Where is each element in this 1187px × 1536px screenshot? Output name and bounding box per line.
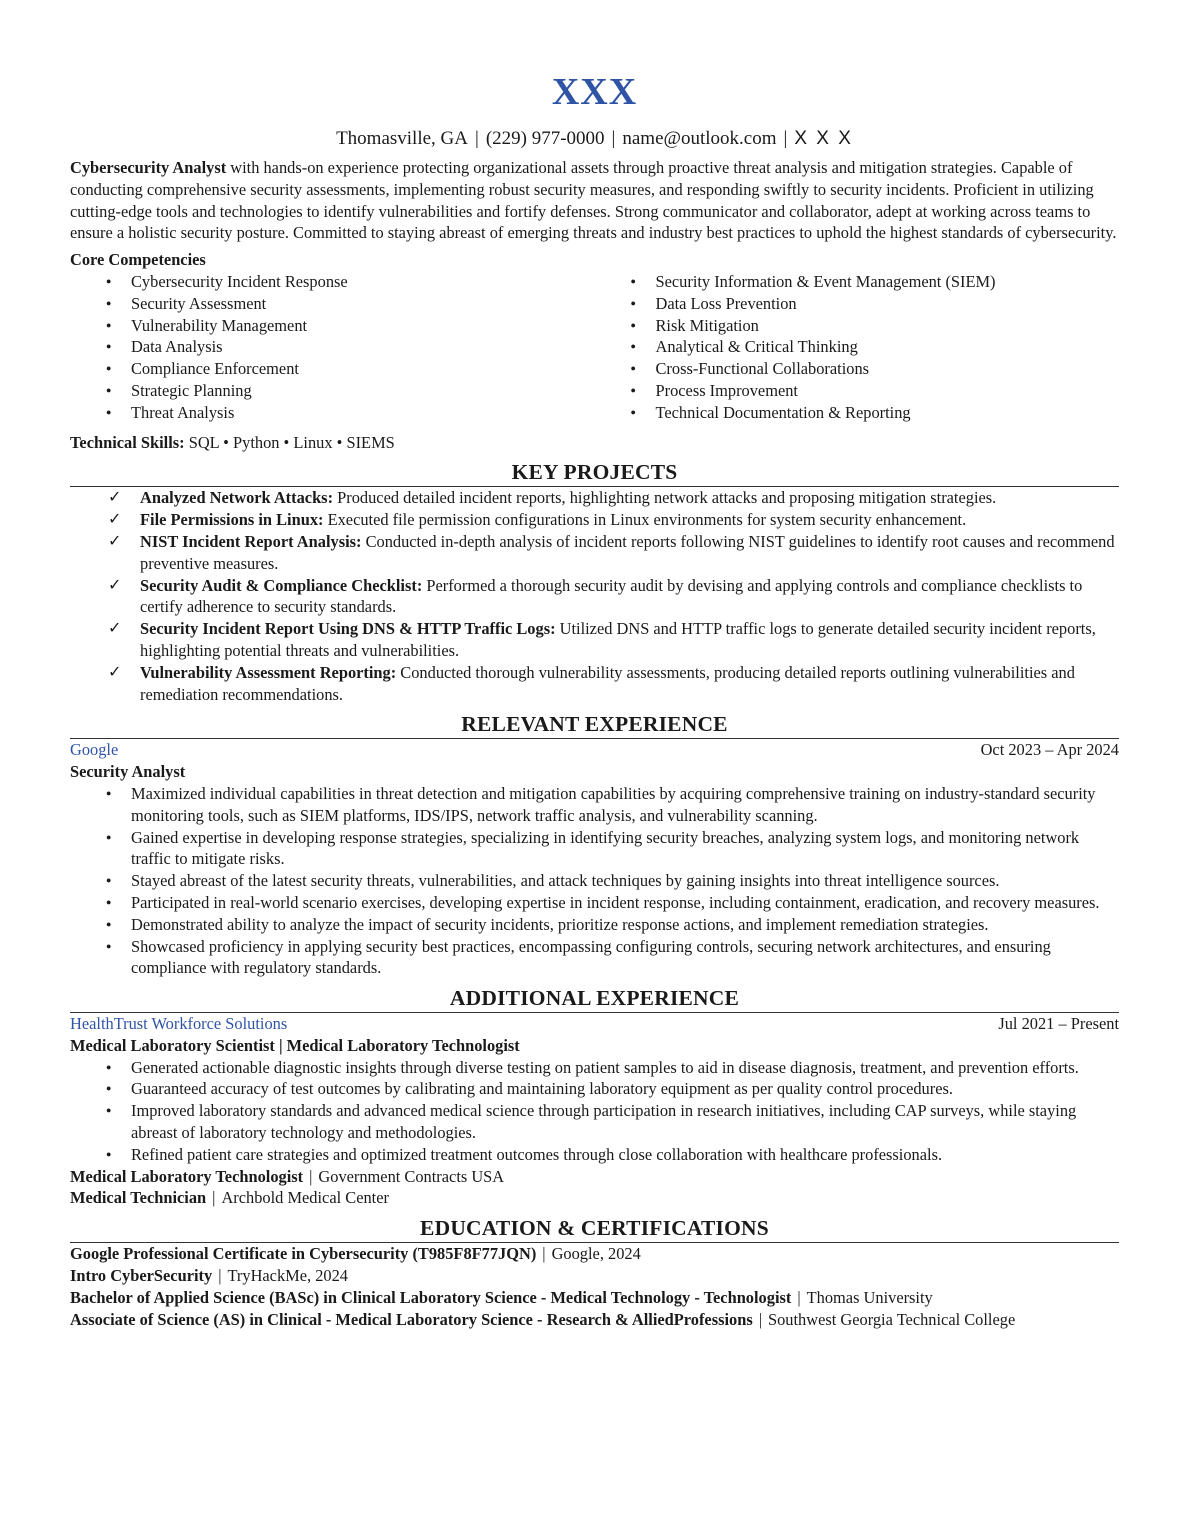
project-name: Security Incident Report Using DNS & HTTP Traffic Logs: [140, 619, 556, 639]
checkmark-icon: ✓ [108, 487, 122, 507]
list-item: ● Strategic Planning [70, 380, 595, 402]
credential-name: Intro CyberSecurity [70, 1266, 213, 1286]
checkmark-icon: ✓ [108, 618, 122, 638]
credential-org: Southwest Georgia Technical College [768, 1309, 1016, 1329]
list-item: ● Gained expertise in developing response strategies, specializing in identifying security breaches, analyzing system logs, and monitoring network traffic to mitigate risks. [70, 827, 1119, 871]
projects-list [70, 487, 1119, 705]
credential-name: Bachelor of Applied Science (BASc) in Clinical Laboratory Science - Medical Technology - Technologist [70, 1287, 792, 1307]
list-item: ● Stayed abreast of the latest security threats, vulnerabilities, and attack techniques by gaining insights into threat intelligence sources. [70, 870, 1119, 892]
list-item: ● Analytical & Critical Thinking [595, 336, 1120, 358]
section-title-relevant-experience: RELEVANT EXPERIENCE [70, 711, 1119, 739]
list-item: ● Compliance Enforcement [70, 358, 595, 380]
role-org: Archbold Medical Center [221, 1188, 389, 1208]
professional-summary [70, 157, 1119, 244]
separator: | [212, 1188, 216, 1208]
list-item: ● Security Assessment [70, 293, 595, 315]
list-item: ● Demonstrated ability to analyze the impact of security incidents, prioritize response actions, and implement remediation strategies. [70, 914, 1119, 936]
list-item: ● Risk Mitigation [595, 315, 1120, 337]
other-role [70, 1166, 1119, 1188]
separator: | [218, 1266, 222, 1286]
list-item: ● Improved laboratory standards and advanced medical science through participation in research initiatives, including CAP surveys, while staying abreast of laboratory technology and methodologies. [70, 1100, 1119, 1144]
education-item [70, 1265, 1119, 1287]
role-title: Medical Laboratory Technologist [70, 1166, 304, 1186]
summary-text: with hands-on experience protecting organizational assets through proactive threat analysis and mitigation strategies. Capable of conducting comprehensive security assessments, implementing robust security measures, and responding swiftly to security incidents. Proficient in utilizing cutting-edge tools and technologies to identify vulnerabilities and fortify defenses. Strong communicator and collaborator, adept at working across teams to ensure a holistic security posture. Committed to staying abreast of emerging threats and industry best practices to uphold the highest standards of cybersecurity. [70, 158, 1117, 243]
competencies-grid [70, 271, 1119, 424]
checkmark-icon: ✓ [108, 509, 122, 529]
summary-role: Cybersecurity Analyst [70, 158, 227, 177]
list-item: ● Data Analysis [70, 336, 595, 358]
list-item: ● Vulnerability Management [70, 315, 595, 337]
project-name: File Permissions in Linux: [140, 510, 324, 530]
list-item [70, 575, 1119, 619]
email-link[interactable]: name@outlook.com [622, 128, 777, 149]
experience-bullets [70, 1057, 1119, 1166]
job-dates: Oct 2023 – Apr 2024 [980, 740, 1119, 760]
list-item: ● Refined patient care strategies and optimized treatment outcomes through close collaboration with healthcare professionals. [70, 1144, 1119, 1166]
project-desc: Conducted thorough vulnerability assessments, producing detailed reports outlining vulnerabilities and remediation recommendations. [140, 662, 1075, 704]
competencies-right-list [595, 271, 1120, 424]
contact-extra: X X X [794, 128, 853, 149]
list-item [70, 662, 1119, 706]
phone: (229) 977-0000 [485, 128, 605, 149]
list-item [70, 618, 1119, 662]
technical-skills [70, 432, 1119, 454]
separator: | [797, 1287, 801, 1307]
list-item: ● Data Loss Prevention [595, 293, 1120, 315]
job-header [70, 1013, 1119, 1035]
job-title: Security Analyst [70, 762, 186, 782]
credential-org: Thomas University [806, 1287, 933, 1307]
experience-bullets [70, 783, 1119, 979]
project-desc: Executed file permission configurations in Linux environments for system security enhancement. [323, 510, 967, 530]
competencies-heading: Core Competencies [70, 250, 206, 270]
role-title: Medical Technician [70, 1188, 207, 1208]
education-item [70, 1243, 1119, 1265]
project-desc: Performed a thorough security audit by devising and applying controls and compliance checklists to certify adherence to security standards. [140, 575, 1083, 617]
competencies-left-list [70, 271, 595, 424]
separator: | [611, 128, 616, 149]
list-item: ● Process Improvement [595, 380, 1120, 402]
separator: | [309, 1166, 313, 1186]
list-item: ● Maximized individual capabilities in threat detection and mitigation capabilities by acquiring comprehensive training on industry-standard security monitoring tools, such as SIEM platforms, IDS/IPS, network traffic analysis, and vulnerability scanning. [70, 783, 1119, 827]
education-item [70, 1287, 1119, 1309]
list-item: ● Technical Documentation & Reporting [595, 402, 1120, 424]
project-name: Vulnerability Assessment Reporting: [140, 662, 397, 682]
job-header [70, 739, 1119, 761]
project-name: NIST Incident Report Analysis: [140, 531, 362, 551]
other-role [70, 1187, 1119, 1209]
separator: | [783, 128, 788, 149]
credential-org: TryHackMe, 2024 [227, 1266, 348, 1286]
list-item [70, 487, 1119, 509]
job-dates: Jul 2021 – Present [998, 1014, 1119, 1034]
company-name: Google [70, 740, 119, 760]
separator: | [475, 128, 479, 149]
candidate-name: XXX [551, 71, 638, 113]
section-title-additional-experience: ADDITIONAL EXPERIENCE [70, 985, 1119, 1013]
list-item: ● Generated actionable diagnostic insights through diverse testing on patient samples to aid in disease diagnosis, treatment, and prevention efforts. [70, 1057, 1119, 1079]
project-name: Analyzed Network Attacks: [140, 488, 334, 508]
education-item [70, 1309, 1119, 1331]
job-title: Medical Laboratory Scientist | Medical Laboratory Technologist [70, 1035, 520, 1055]
list-item: ● Participated in real-world scenario exercises, developing expertise in incident response, including containment, eradication, and recovery measures. [70, 892, 1119, 914]
list-item: ● Cybersecurity Incident Response [70, 271, 595, 293]
technical-skills-value: SQL • Python • Linux • SIEMS [184, 432, 395, 452]
list-item [70, 509, 1119, 531]
role-org: Government Contracts USA [318, 1166, 505, 1186]
project-desc: Utilized DNS and HTTP traffic logs to generate detailed security incident reports, highlighting potential threats and vulnerabilities. [140, 619, 1096, 660]
project-desc: Conducted in-depth analysis of incident reports following NIST guidelines to identify root causes and recommend preventive measures. [140, 531, 1115, 573]
credential-name: Associate of Science (AS) in Clinical - Medical Laboratory Science - Research & AlliedProfessions [70, 1309, 753, 1329]
section-title-education: EDUCATION & CERTIFICATIONS [70, 1215, 1119, 1243]
checkmark-icon: ✓ [108, 574, 122, 594]
section-title-projects: KEY PROJECTS [70, 459, 1119, 487]
separator: | [758, 1309, 762, 1329]
location: Thomasville, GA [336, 128, 468, 149]
company-name: HealthTrust Workforce Solutions [70, 1014, 288, 1034]
separator: | [542, 1244, 546, 1264]
list-item [70, 531, 1119, 575]
list-item: ● Threat Analysis [70, 402, 595, 424]
project-name: Security Audit & Compliance Checklist: [140, 575, 423, 595]
list-item: ● Cross-Functional Collaborations [595, 358, 1120, 380]
list-item: ● Guaranteed accuracy of test outcomes by calibrating and maintaining laboratory equipment as per quality control procedures. [70, 1078, 1119, 1100]
contact-line [70, 127, 1119, 151]
credential-org: Google, 2024 [551, 1244, 641, 1264]
checkmark-icon: ✓ [108, 661, 122, 681]
credential-name: Google Professional Certificate in Cybersecurity (T985F8F77JQN) [70, 1244, 537, 1264]
project-desc: Produced detailed incident reports, highlighting network attacks and proposing mitigation strategies. [333, 488, 997, 508]
technical-skills-label: Technical Skills: [70, 432, 185, 452]
list-item: ● Showcased proficiency in applying security best practices, encompassing configuring controls, securing network architectures, and ensuring compliance with regulatory standards. [70, 936, 1119, 980]
checkmark-icon: ✓ [108, 530, 122, 550]
list-item: ● Security Information & Event Management (SIEM) [595, 271, 1120, 293]
